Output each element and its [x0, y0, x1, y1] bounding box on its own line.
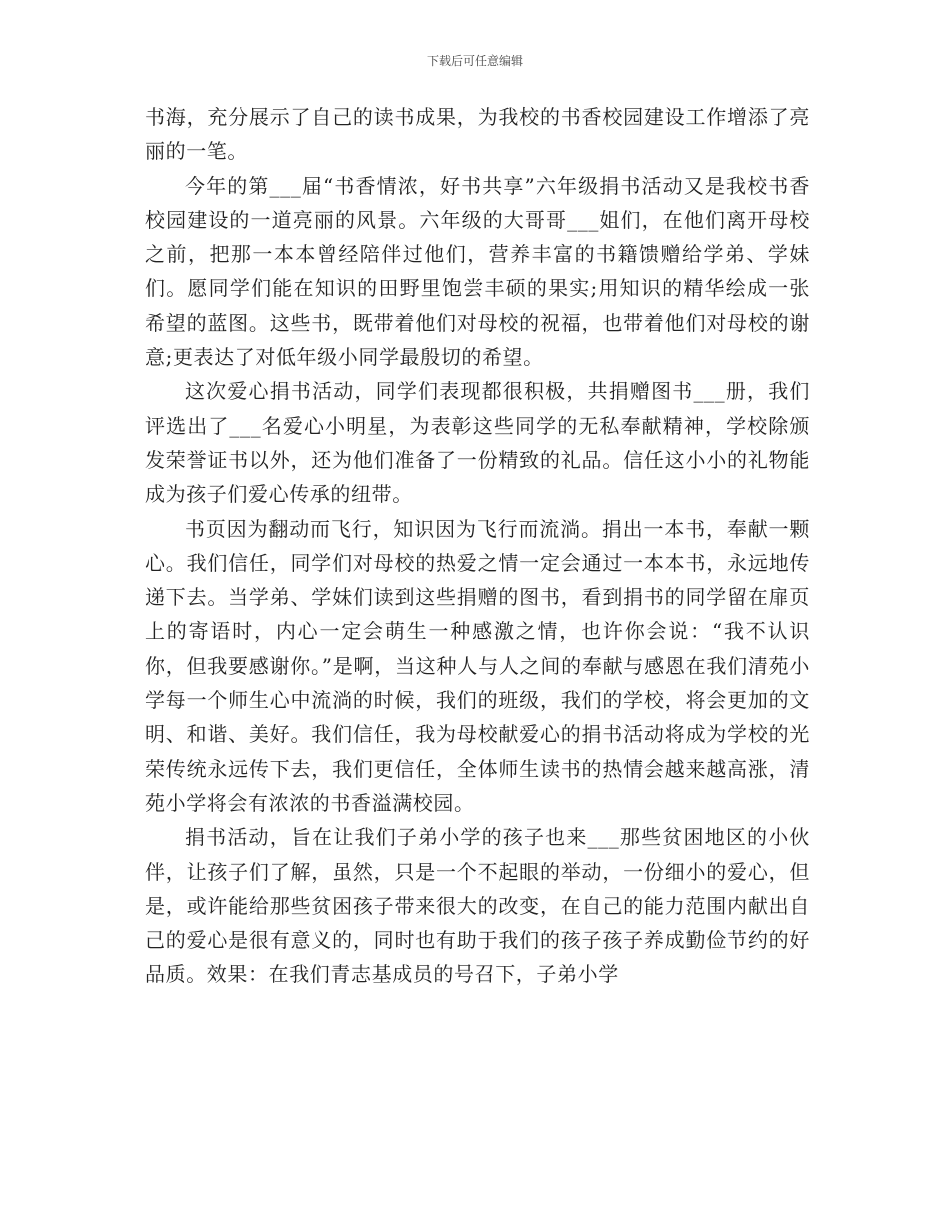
paragraph-continuation: 书海，充分展示了自己的读书成果，为我校的书香校园建设工作增添了亮丽的一笔。: [145, 105, 810, 164]
page-header-note: 下载后可任意编辑: [426, 54, 523, 68]
paragraph-donation-results: 这次爱心捐书活动，同学们表现都很积极，共捐赠图书___册，我们评选出了___名爱心小明星，为表彰这些同学的无私奉献精神，学校除颁发荣誉证书以外，还为他们准备了一份精致的礼品。信任这小小的礼物能成为孩子们爱心传承的纽带。: [145, 379, 810, 507]
paragraph-book-donation-intro: 今年的第___届“书香情浓，好书共享”六年级捐书活动又是我校书香校园建设的一道亮丽的风景。六年级的大哥哥___姐们，在他们离开母校之前，把那一本本曾经陪伴过他们，营养丰富的书籍馈赠给学弟、学妹们。愿同学们能在知识的田野里饱尝丰硕的果实;用知识的精华绘成一张希望的蓝图。这些书，既带着他们对母校的祝福，也带着他们对母校的谢意;更表达了对低年级小同学最殷切的希望。: [145, 173, 810, 370]
paragraph-book-meaning: 书页因为翻动而飞行，知识因为飞行而流淌。捐出一本书，奉献一颗心。我们信任，同学们对母校的热爱之情一定会通过一本本书，永远地传递下去。当学弟、学妹们读到这些捐赠的图书，看到捐书的同学留在扉页上的寄语时，内心一定会萌生一种感激之情，也许你会说：“我不认识你，但我要感谢你。”是啊，当这种人与人之间的奉献与感恩在我们清苑小学每一个师生心中流淌的时候，我们的班级，我们的学校，将会更加的文明、和谐、美好。我们信任，我为母校献爱心的捐书活动将成为学校的光荣传统永远传下去，我们更信任，全体师生读书的热情会越来越高涨，清苑小学将会有浓浓的书香溢满校园。: [145, 516, 810, 815]
document-body: [145, 100, 810, 992]
paragraph-activity-purpose: 捐书活动，旨在让我们子弟小学的孩子也来___那些贫困地区的小伙伴，让孩子们了解，虽然，只是一个不起眼的举动，一份细小的爱心，但是，或许能给那些贫困孩子带来很大的改变，在自己的能力范围内献出自己的爱心是很有意义的，同时也有助于我们的孩子孩子养成勤俭节约的好品质。效果：在我们青志基成员的号召下，子弟小学: [145, 825, 810, 987]
